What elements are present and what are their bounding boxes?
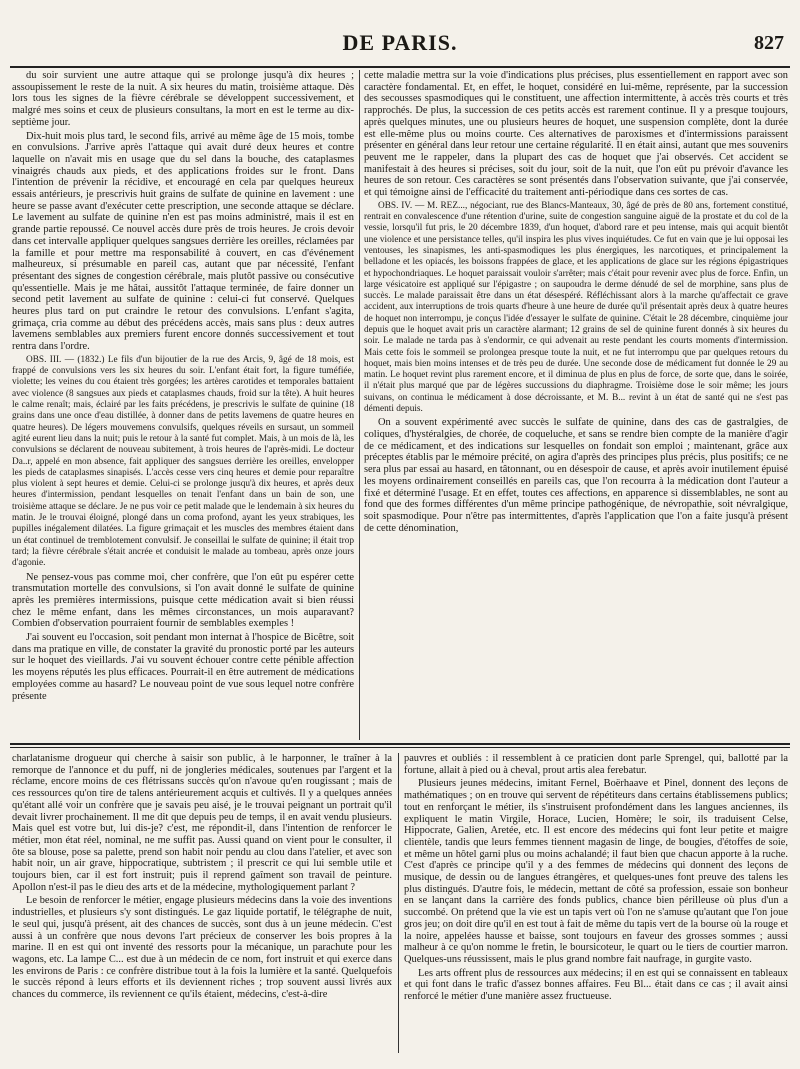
feuilleton-rule <box>10 743 790 745</box>
paragraph: OBS. III. — (1832.) Le fils d'un bijoutier de la rue des Arcis, 9, âgé de 18 mois, est frappé de convulsions vers les six heures du soir. L'enfant était fort, la figure tuméfiée, violette; les veines du cou étaient très gorgées; les artères carotides et temporales battaient avec violence (8 sangsues aux pieds et cataplasmes chauds, froid sur la tête). A huit heures le calme renaît; mais, éclairé par les faits précédens, je prescrivis le sulfate de quinine (18 grains dans une once d'eau distillée, à donner dans de petits lavemens de quatre heures en quatre heures). De légers mouvemens convulsifs, quelques réveils en sursaut, un sommeil agité eurent lieu dans la nuit; puis le retour à la santé fut complet. Mais, à un mois de là, les convulsions se déclarent de nouveau subitement, à trois heures de l'après-midi. Le docteur Da..r, appelé en mon absence, fait appliquer des sangsues derrière les oreilles, envelopper les pieds de cataplasmes sinapisés. L'accès cesse vers cinq heures et demie pour reparaître plus violent à sept heures et demie. Celui-ci se prolonge jusqu'à dix heures, et après deux heures d'intermission, pendant lesquelles on tenait l'enfant dans un bain de son, une troisième attaque se déclare. Je ne pus voir ce petit malade que le lendemain à six heures du matin. Je le trouvai éloigné, plongé dans un coma profond, ayant les yeux strabiques, les pupilles inégalement dilatées. La figure grimaçait et les muscles des membres étaient dans un état continuel de tremblotement convulsif. Je conseillai le sulfate de quinine; il était trop tard; la fièvre cérébrale s'était ancrée et conduisit le malade au tombeau, après onze jours d'agonie. <box>12 354 354 569</box>
column-divider-lower <box>398 753 399 1053</box>
lower-right-column <box>404 753 788 1053</box>
upper-left-column <box>12 70 354 740</box>
paragraph: Le besoin de renforcer le métier, engage plusieurs médecins dans la voie des inventions industrielles, et plusieurs s'y sont distingués. Le gaz liquide portatif, le télégraphe de nuit, le seul qui, jusqu'à présent, ait des chances de succès, sont dus à un jeune médecin. C'est aussi à un confrère que nous devons l'art précieux de conserver les bois propres à la marine. Il en est qui ont inventé des ressorts pour la mécanique, un parachute pour les wagons, etc. La lampe C... est due à un médecin de ce nom, fort instruit et qui exerce dans les environs de Paris : ce confrère distribue tout à la fois la lumière et la santé. Quelquefois le succès répond à leurs efforts et ils deviennent riches ; trop souvent aussi livrés aux chances du commerce, ils reviennent ce qu'ils étaient, médecins, c'est-à-dire <box>12 895 392 1001</box>
column-divider-upper <box>359 70 360 740</box>
page-title: DE PARIS. <box>342 30 458 55</box>
upper-right-column <box>364 70 788 740</box>
header-rule <box>10 66 790 68</box>
paragraph: Dix-huit mois plus tard, le second fils, arrivé au même âge de 15 mois, tombe en convulsions. J'arrive après l'attaque qui avait duré deux heures et contre laquelle on n'avait mis en usage que du sel dans la bouche, des cataplasmes vinaigrés chauds aux pieds, et des applications froides sur le front. Dans l'intention de prévenir la récidive, et encouragé en cela par quelques heureux essais antérieurs, je prescrivis huit grains de sulfate de quinine en lavement : une heure se passe avant d'exécuter cette prescription, une seconde attaque se déclare. Le lavement au sulfate de quinine n'en est pas moins administré, mais il est en grande partie repoussé. Ce nouvel accès dure près de trois heures. Je crois devoir dans cet intervalle appliquer quelques sangsues derrière les oreilles, réclamées par la famille et pour mettre ma responsabilité à couvert, en cas d'événement malheureux, si présumable en pareil cas, autant que par nécessité, l'enfant présentant des signes de congestion cérébrale, mais plutôt passive ou consécutive qu'essentielle. Mais je me hâtai, aussitôt l'attaque terminée, de faire donner un second petit lavement au sulfate de quinine : celui-ci fut conservé. Quelques heures plus tard on put craindre le retour des convulsions. L'enfant s'agita, grimaça, cria comme au début des précédens accès, mais sans plus : deux autres lavemens semblables aux premiers furent encore donnés successivement et tout rentra dans l'ordre. <box>12 130 354 353</box>
paragraph: pauvres et oubliés : il ressemblent à ce praticien dont parle Sprengel, qui, ballotté par la fortune, allait à pied ou à cheval, prout artis alea ferebatur. <box>404 753 788 776</box>
lower-left-column <box>12 753 392 1053</box>
paragraph: cette maladie mettra sur la voie d'indications plus précises, plus essentiellement en rapport avec son caractère fondamental. Et, en effet, le hoquet, considéré en lui-même, représente, par la succession des secousses spasmodiques qui le constituent, une affection intermittente, à accès très courts et très rapprochés. De plus, la succession de ces petits accès est rarement continue. Il y a presque toujours, après quelques minutes, une ou plusieurs heures de hoquet, une suspension complète, dont la durée est elle-même plus ou moins courte. Ces alternatives de paroxismes et d'intermissions paraissent présenter en général dans leur retour une certaine régularité. Il en était ainsi, autant que mes souvenirs peuvent me le rappeler, dans la plupart des cas de hoquet que j'ai observés. Cet accident se manifestait à des heures si précises, soit du jour, soit de la nuit, que l'on eût pu prévoir d'avance les heures de son retour. Ces caractères se sont présentés dans l'observation suivante, que j'ai conservée, et qui témoigne ainsi de l'efficacité du traitement anti-périodique dans ces sortes de cas. <box>364 70 788 199</box>
paragraph: OBS. IV. — M. REZ..., négociant, rue des Blancs-Manteaux, 30, âgé de près de 80 ans, fortement constitué, rentrait en convalescence d'une rétention d'urine, suite de congestion sanguine aiguë de la prostate et du col de la vessie, lorsqu'il fut pris, le 20 décembre 1839, d'un hoquet, d'abord rare et peu intense, mais qui acquit bientôt une violence et une persistance telles, qu'il inspira les plus vives inquiétudes. Ce fut en vain que je lui opposai les ventouses, les sinapismes, les anti-spasmodiques les plus énergiques, les narcotiques, et principalement la belladone et les opiacés, les boissons frappées de glace, et les applications de glace sur les régions épigastriques et hypochondriaques. Le hoquet paraissait vouloir s'arrêter; mais c'était pour revenir avec plus de force. Enfin, un large vésicatoire est appliqué sur l'épigastre ; on saupoudra le derme dénudé de sel de morphine, sans plus de succès. Le malade paraissait être dans un état désespéré. Réfléchissant alors à la marche qu'affectait ce grave accident, aux interruptions de trois quarts d'heure à une heure de durée qu'il présentait après deux à quatre heures de hoquet non interrompu, je conçus l'idée d'essayer le sulfate de quinine. C'était le 28 décembre, cinquième jour depuis que le hoquet avait pris un caractère alarmant; 12 grains de sel de quinine furent donnés à six heures du soir. Le malade ne tarda pas à s'endormir, ce qui advenait au reste pendant les courts moments d'intermission. Mais cette fois le sommeil se prolongea presque toute la nuit, et ne fut interrompu que par quelques retours du hoquet, mais bien moins intenses et de très peu de durée. Une seconde dose de médicament fut donnée le 29 au matin. Le hoquet revint plus rarement encore, et il diminua de plus en plus de force, de sorte que, dans le soirée, il n'était plus marqué que par de légères succussions du diaphragme. Troisième dose le soir même; les jours suivans, on continua le médicament à dose décroissante, et M. B... revint à un état de santé qui ne s'est pas démenti depuis. <box>364 200 788 415</box>
paragraph: Ne pensez-vous pas comme moi, cher confrère, que l'on eût pu espérer cette transmutation mortelle des convulsions, si l'on avait donné le sulfate de quinine après les premières intermissions, puisque cette médication avait si bien réussi chez le même enfant, dans les mêmes circonstances, un mois auparavant? Combien d'observation pourraient fournir de semblables exemples ! <box>12 571 354 630</box>
paragraph: du soir survient une autre attaque qui se prolonge jusqu'à dix heures ; assoupissement le reste de la nuit. A six heures du matin, troisième attaque. Dès lors tous les signes de la fièvre cérébrale se développent successivement, et malgré mes soins et ceux de plusieurs consultans, la mort en est le terme au dix-septième jour. <box>12 70 354 128</box>
paragraph: charlatanisme drogueur qui cherche à saisir son public, à le harponner, le traîner à la remorque de l'annonce et du puff, ni de jongleries médicales, soutenues par l'argent et la réclame, encore moins de ces flétrissans succès qu'on n'avoue qu'en rougissant ; mais de ces ressources qu'on tire de talens antérieurement acquis et cultivés. Il y a quelques années qu'étant allé voir un confrère que je savais peu aisé, je le trouvai peignant un portrait qu'il devait livrer prochainement. Il me dit que depuis peu de temps, il en avait vendu plusieurs. Mais quel est votre but, lui dis-je? c'est, me répondit-il, dans l'intention de renforcer le métier, mon état réel, nominal, ne me suffit pas. Aussi quand on vient pour le consulter, il ôte sa blouse, pose sa palette, prend son habit noir pendu au clou dans l'atelier, et avec son habit noir, un air grave, hippocratique, subtristem ; il prescrit ce qui lui semble utile et toujours bien, car il est fort instruit; puis il reprend gaîment son travail de peinture. Apollon n'est-il pas le dieu des arts et de la médecine, mythologiquement parlant ? <box>12 753 392 893</box>
paragraph: Les arts offrent plus de ressources aux médecins; il en est qui se connaissent en tableaux et qui font dans le trafic d'assez bonnes affaires. Feu Bl... était dans ce cas ; il avait ainsi renforcé le métier d'une manière assez fructueuse. <box>404 967 788 1003</box>
paragraph: On a souvent expérimenté avec succès le sulfate de quinine, dans des cas de gastralgies, de coliques, d'hystéralgies, de chorée, de coqueluche, et sans se rendre bien compte de la manière d'agir de ce médicament, et des indications sur lesquelles on fondait son emploi ; maintenant, grâce aux préceptes établis par le mémoire précité, on agira d'après des principes plus précis, plus positifs; ce ne sera plus par essai au hasard, en tâtonnant, ou en désespoir de cause, et après avoir inutilement épuisé les moyens ordinairement conseillés en pareils cas, que l'on recourra à la médication dont l'auteur a fixé et déterminé l'usage. Et en effet, toutes ces affections, en apparence si dissemblables, ne sont au fond que des formes différentes d'un même principe pathogénique, de névropathie, soit névralgique, soit spasmodique. Pour n'être pas intermittentes, d'après l'application que l'on a faite jusqu'à présent de cette dénomination, <box>364 417 788 534</box>
page-header <box>10 30 790 64</box>
paragraph: Plusieurs jeunes médecins, imitant Fernel, Boërhaave et Pinel, donnent des leçons de mathématiques ; on en trouve qui servent de répétiteurs dans certains établissemens publics; tout en renforçant le métier, ils s'instruisent profondément dans les langues anciennes, ils expliquent le matin Virgile, Horace, Lucien, Homère; le soir, ils traduisent Celse, Hippocrate, Galien, Aretée, etc. Il est encore des médecins qui font leur petite et maigre clientèle, tandis que leurs femmes tiennent magasin de linge, de bougies, d'étoffes de soie, et même un hôtel garni plus ou moins achalandé; il faut bien que chacun apporte à la ruche. C'est d'après ce principe qu'il y a des femmes de médecins qui donnent des leçons de musique, de dessin ou de langues étrangères, et quelques-unes font preuve des talens les plus distingués. D'autre fois, le médecin, mettant de côté sa profession, essaie son bonheur en se lançant dans la carrière des fonds publics, chance bien périlleuse où plus d'un a succombé. On prétend que la vie est un tapis vert où l'on ne s'amuse qu'autant que l'on joue gros jeu; on doit dire qu'il en est tout à fait de même du tapis vert de la bourse où la rouge et la noire, appelées hausse et baisse, sont toujours en faveur des grosses sommes ; aussi malheur à ce qu'on nomme le fretin, le boursicoteur, le quart ou le tiers de courtier marron. Quelques-uns réussissent, mais le plus grand nombre fait naufrage, in gurgite vasto. <box>404 778 788 965</box>
paragraph: J'ai souvent eu l'occasion, soit pendant mon internat à l'hospice de Bicêtre, soit dans ma pratique en ville, de constater la gravité du pronostic porté par les auteurs sur le hoquet des vieillards. J'ai vu souvent échouer contre cette pénible affection les moyens réputés les plus efficaces. Pourrait-il en être autrement de médications employées comme au hasard? Le nouveau point de vue sous lequel notre confrère présente <box>12 632 354 702</box>
page-number: 827 <box>754 32 784 54</box>
feuilleton-rule-thin <box>10 747 790 748</box>
